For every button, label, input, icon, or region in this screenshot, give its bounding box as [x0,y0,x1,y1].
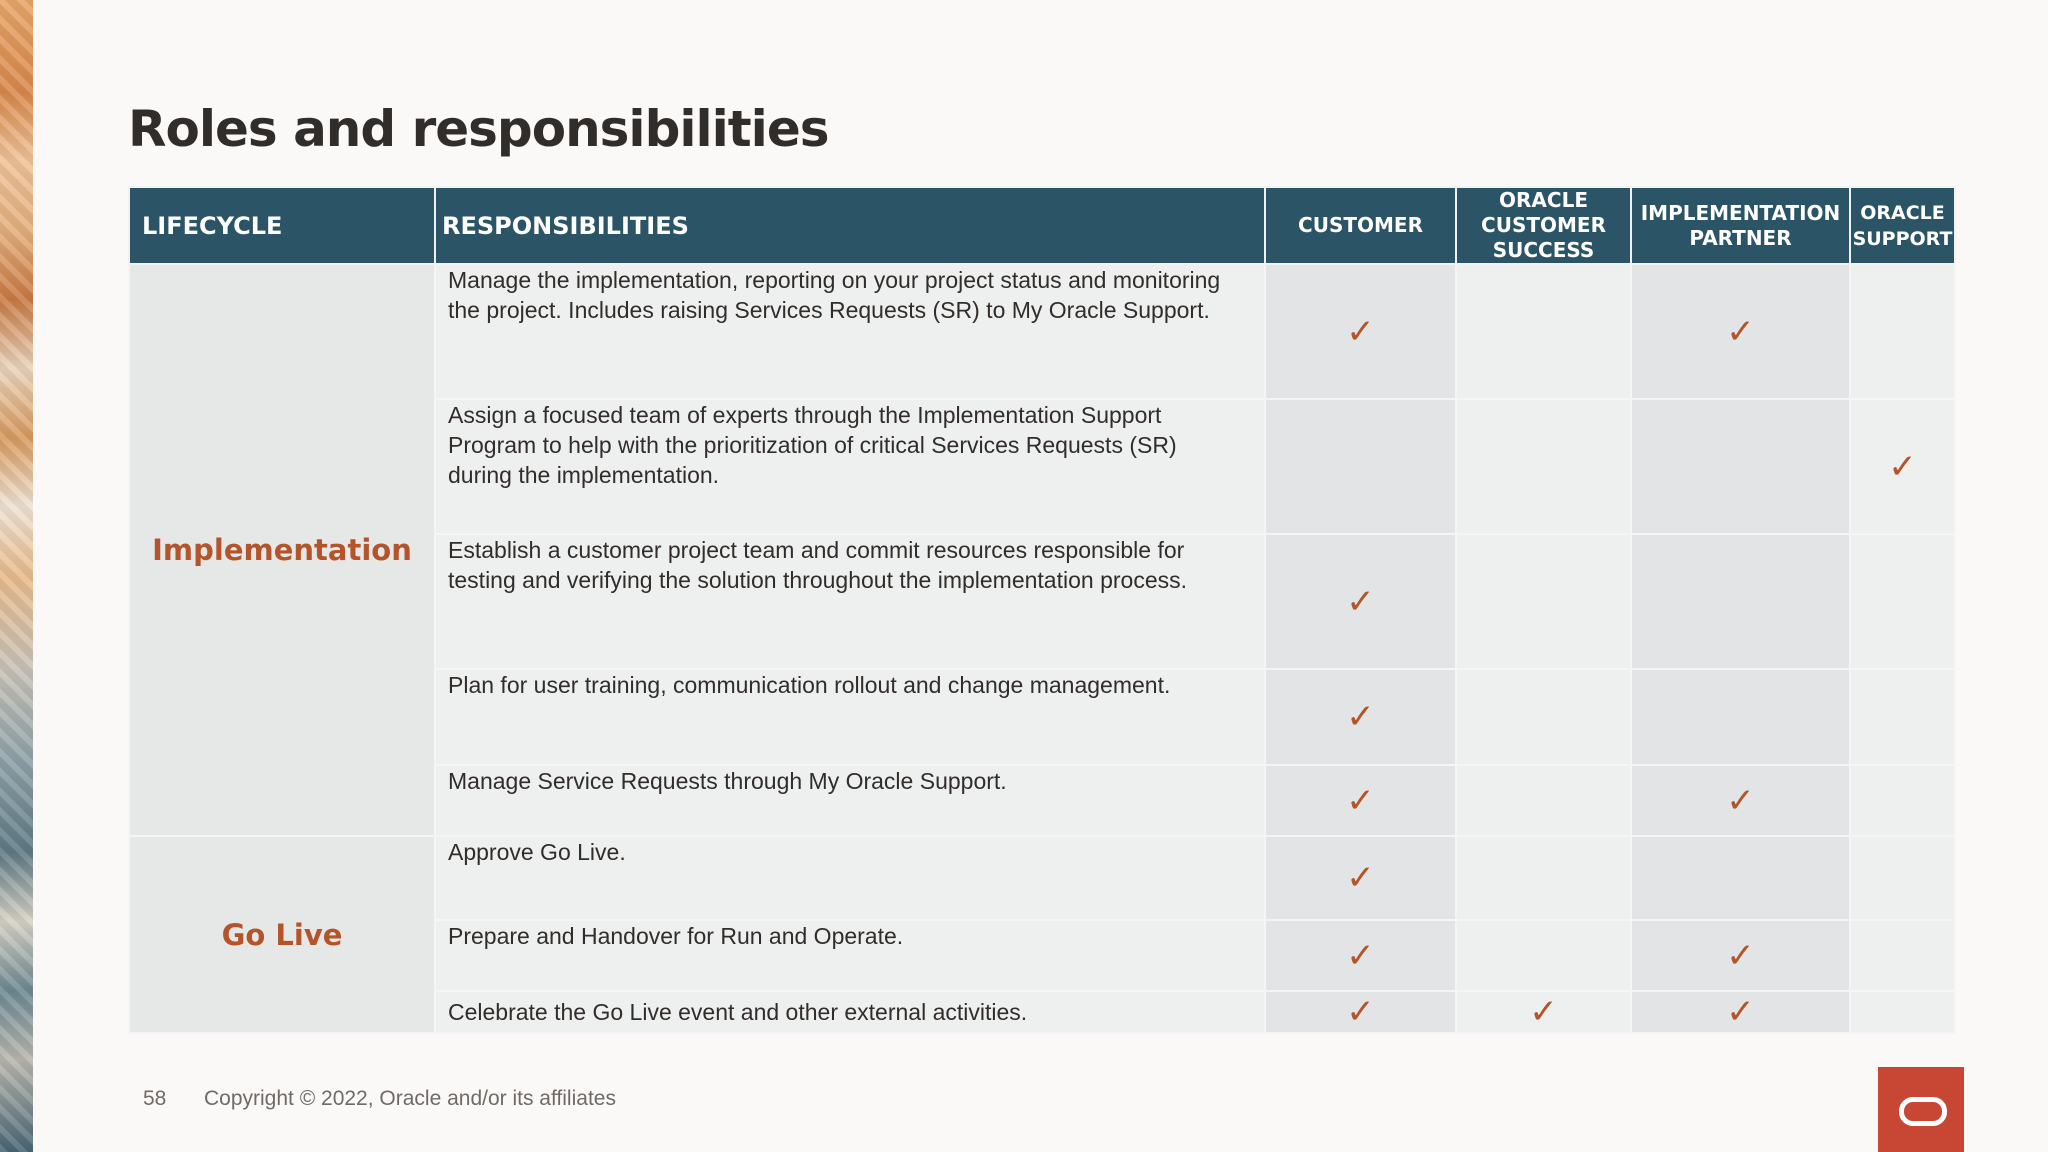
table-header-row [129,187,1955,264]
phase-implementation: Implementation [129,264,435,836]
responsibility-cell: Manage the implementation, reporting on your project status and monitoring the project. Includes raising Services Requests (SR) to My Oracle Support. [435,264,1265,399]
check-implementation-partner [1631,534,1850,669]
check-mark-icon: ✓ [1346,780,1375,821]
check-customer [1265,399,1456,534]
check-mark-icon: ✓ [1346,992,1375,1032]
check-customer [1265,534,1456,669]
check-implementation-partner [1631,264,1850,399]
check-oracle-customer-success [1456,765,1631,836]
table-row [129,264,1955,399]
check-oracle-customer-success [1456,399,1631,534]
roles-table [128,186,1956,1034]
check-customer [1265,836,1456,920]
header-lifecycle: LIFECYCLE [129,187,435,264]
check-oracle-customer-success [1456,991,1631,1033]
check-mark-icon: ✓ [1726,780,1755,821]
check-oracle-support [1850,920,1955,991]
check-customer [1265,264,1456,399]
page-number: 58 [143,1087,167,1110]
check-mark-icon: ✓ [1726,311,1755,352]
check-oracle-support [1850,399,1955,534]
check-mark-icon: ✓ [1726,935,1755,976]
check-oracle-support [1850,765,1955,836]
check-oracle-support [1850,534,1955,669]
header-implementation-partner: IMPLEMENTATION PARTNER [1631,187,1850,264]
header-customer: CUSTOMER [1265,187,1456,264]
header-oracle-customer-success: ORACLE CUSTOMER SUCCESS [1456,187,1631,264]
page-title: Roles and responsibilities [128,100,829,158]
check-oracle-support [1850,264,1955,399]
header-responsibilities: RESPONSIBILITIES [435,187,1265,264]
check-mark-icon: ✓ [1346,311,1375,352]
check-implementation-partner [1631,765,1850,836]
check-oracle-customer-success [1456,534,1631,669]
check-customer [1265,920,1456,991]
check-oracle-support [1850,669,1955,765]
check-customer [1265,991,1456,1033]
check-implementation-partner [1631,920,1850,991]
check-mark-icon: ✓ [1346,697,1375,737]
header-oracle-support: ORACLE SUPPORT [1850,187,1955,264]
table-row [129,836,1955,920]
responsibility-cell: Establish a customer project team and commit resources responsible for testing and verifying the solution throughout the implementation process. [435,534,1265,669]
responsibility-cell: Celebrate the Go Live event and other external activities. [435,991,1265,1033]
check-oracle-support [1850,991,1955,1033]
copyright-notice: Copyright © 2022, Oracle and/or its affiliates [204,1087,616,1110]
check-oracle-customer-success [1456,669,1631,765]
check-mark-icon: ✓ [1346,858,1375,898]
check-oracle-support [1850,836,1955,920]
check-oracle-customer-success [1456,836,1631,920]
check-mark-icon: ✓ [1346,581,1375,622]
responsibility-cell: Approve Go Live. [435,836,1265,920]
decorative-side-artwork [0,0,33,1152]
check-oracle-customer-success [1456,264,1631,399]
responsibility-cell: Manage Service Requests through My Oracle Support. [435,765,1265,836]
responsibility-cell: Prepare and Handover for Run and Operate. [435,920,1265,991]
oracle-logo [1878,1067,1964,1152]
check-oracle-customer-success [1456,920,1631,991]
check-mark-icon: ✓ [1346,935,1375,976]
check-implementation-partner [1631,399,1850,534]
responsibility-cell: Assign a focused team of experts through the Implementation Support Program to help with the prioritization of critical Services Requests (SR) during the implementation. [435,399,1265,534]
check-customer [1265,669,1456,765]
check-implementation-partner [1631,836,1850,920]
phase-go-live: Go Live [129,836,435,1033]
check-mark-icon: ✓ [1529,992,1558,1032]
responsibility-cell: Plan for user training, communication rollout and change management. [435,669,1265,765]
check-implementation-partner [1631,669,1850,765]
check-mark-icon: ✓ [1726,992,1755,1032]
check-mark-icon: ✓ [1888,446,1917,487]
check-customer [1265,765,1456,836]
check-implementation-partner [1631,991,1850,1033]
oracle-logo-icon [1899,1097,1947,1126]
